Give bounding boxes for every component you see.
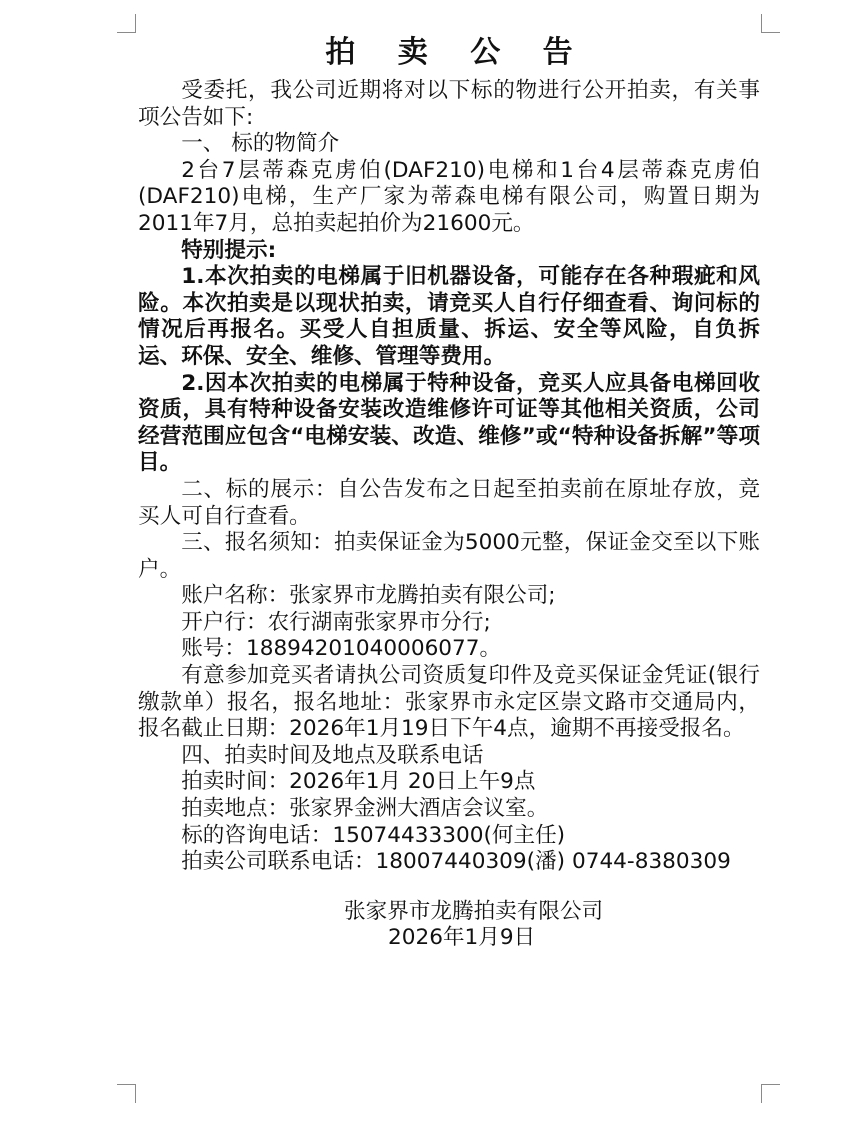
document-page — [138, 34, 760, 952]
page-corner-mark-bottom-left — [117, 1084, 136, 1103]
page-corner-mark-bottom-right — [761, 1084, 780, 1103]
signature-date: 2026年1月9日 — [388, 925, 536, 951]
page-corner-mark-top-left — [117, 14, 136, 33]
special-notice-item-2: 2.因本次拍卖的电梯属于特种设备，竞买人应具备电梯回收资质，具有特种设备安装改造维修许可证等其他相关资质，公司经营范围应包含“电梯安装、改造、维修”或“特种设备拆解”等项目。 — [138, 370, 760, 476]
signature-spacer — [138, 876, 760, 899]
special-notice-heading: 特别提示: — [181, 237, 277, 263]
section-1-body: 2台7层蒂森克虏伯(DAF210)电梯和1台4层蒂森克虏伯(DAF210)电梯，生产厂家为蒂森电梯有限公司，购置日期为2011年7月，总拍卖起拍价为21600元。 — [138, 157, 760, 236]
page-corner-mark-top-right — [761, 14, 780, 33]
auction-place-line: 拍卖地点：张家界金洲大酒店会议室。 — [181, 796, 549, 822]
special-notice-item-1: 1.本次拍卖的电梯属于旧机器设备，可能存在各种瑕疵和风险。本次拍卖是以现状拍卖，请竞买人自行仔细查看、询问标的情况后再报名。买受人自担质量、拆运、安全等风险，自负拆运、环保、安全、维修、管理等费用。 — [138, 264, 760, 369]
account-number-line: 账号：18894201040006077。 — [181, 636, 502, 662]
bank-line: 开户行：农行湖南张家界市分行; — [181, 609, 491, 635]
signature-company: 张家界市龙腾拍卖有限公司 — [344, 898, 604, 924]
section-1-heading: 一、 标的物简介 — [181, 131, 340, 157]
section-3-paragraph: 三、报名须知：拍卖保证金为5000元整，保证金交至以下账户。 — [138, 530, 760, 582]
intro-paragraph: 受委托，我公司近期将对以下标的物进行公开拍卖，有关事项公告如下: — [138, 78, 760, 130]
consult-phone-line: 标的咨询电话：15074433300(何主任) — [181, 822, 566, 848]
auction-time-line: 拍卖时间：2026年1月 20日上午9点 — [181, 769, 536, 795]
registration-paragraph: 有意参加竞买者请执公司资质复印件及竞买保证金凭证(银行缴款单）报名，报名地址：张家界市永定区崇文路市交通局内，报名截止日期：2026年1月19日下午4点，逾期不再接受报名。 — [138, 663, 760, 742]
company-phone-line: 拍卖公司联系电话：18007440309(潘) 0744-8380309 — [181, 849, 731, 875]
account-name-line: 账户名称：张家界市龙腾拍卖有限公司; — [181, 583, 556, 609]
section-4-heading: 四、拍卖时间及地点及联系电话 — [181, 742, 484, 768]
section-2-paragraph: 二、标的展示：自公告发布之日起至拍卖前在原址存放，竞买人可自行查看。 — [138, 476, 760, 529]
document-title: 拍 卖 公 告 — [325, 35, 589, 70]
